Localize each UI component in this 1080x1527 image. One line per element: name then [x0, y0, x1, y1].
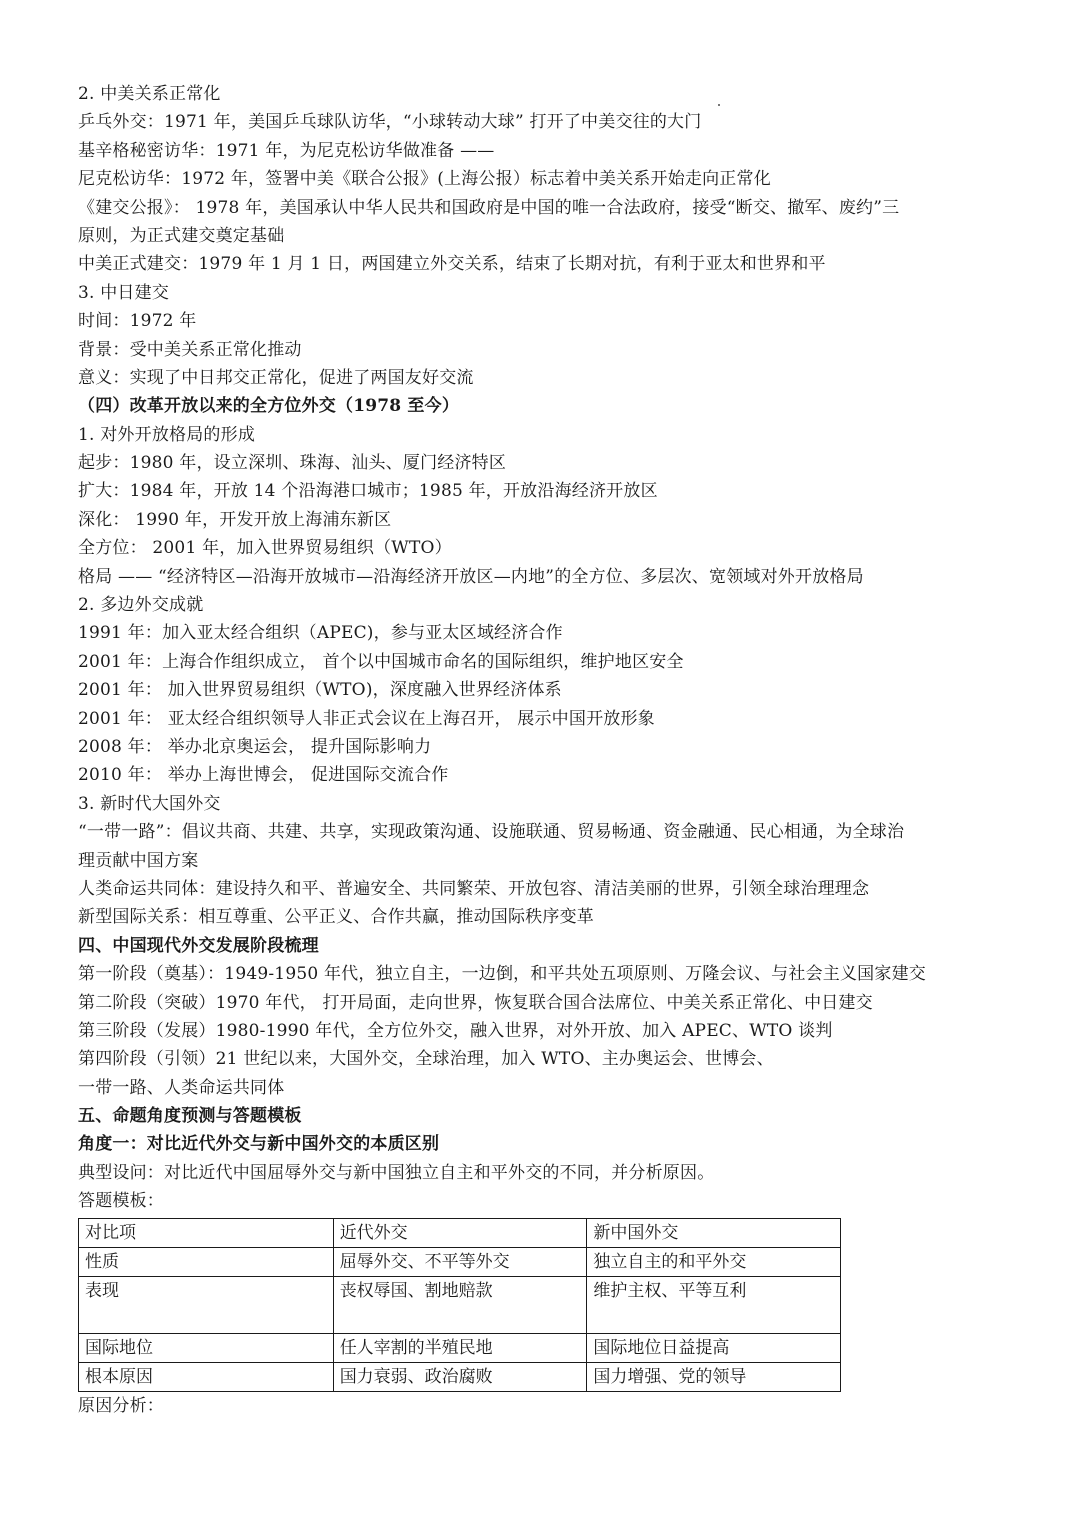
table-header-cell: 新中国外交 — [587, 1218, 841, 1247]
text-line: 乒乓外交：1971 年，美国乒乓球队访华，“小球转动大球” 打开了中美交往的大门 — [78, 112, 702, 133]
text-line: 3. 中日建交 — [78, 282, 170, 303]
text-line: 全方位： 2001 年，加入世界贸易组织（WTO） — [78, 538, 452, 559]
text-line: 第三阶段（发展）1980-1990 年代，全方位外交，融入世界，对外开放、加入 APEC、WTO 谈判 — [78, 1020, 833, 1041]
table-cell: 丧权辱国、割地赔款 — [333, 1276, 587, 1333]
text-line: 背景：受中美关系正常化推动 — [78, 339, 302, 360]
text-line: 答题模板： — [78, 1191, 164, 1212]
text-line: 尼克松访华：1972 年，签署中美《联合公报》(上海公报）标志着中美关系开始走向正常化 — [78, 169, 771, 190]
table-cell: 独立自主的和平外交 — [587, 1247, 841, 1276]
text-line: 中美正式建交：1979 年 1 月 1 日，两国建立外交关系，结束了长期对抗，有利于亚太和世界和平 — [78, 254, 826, 275]
section-heading: （四）改革开放以来的全方位外交（1978 至今） — [78, 396, 460, 417]
table-header-cell: 对比项 — [79, 1218, 334, 1247]
text-line: 2010 年： 举办上海世博会， 促进国际交流合作 — [78, 765, 449, 786]
text-line: 2. 中美关系正常化 — [78, 84, 221, 104]
text-line: 第一阶段（奠基）：1949-1950 年代，独立自主，一边倒，和平共处五项原则、万隆会议、与社会主义国家建交 — [78, 964, 926, 985]
text-line: 《建交公报》： 1978 年，美国承认中华人民共和国政府是中国的唯一合法政府，接受“断交、撤军、废约”三 — [78, 197, 900, 218]
section-heading: 四、中国现代外交发展阶段梳理 — [78, 935, 319, 956]
table-cell: 国际地位日益提高 — [587, 1333, 841, 1362]
table-row — [79, 1247, 841, 1276]
table-row — [79, 1362, 841, 1391]
text-line: 第二阶段（突破）1970 年代， 打开局面，走向世界，恢复联合国合法席位、中美关系正常化、中日建交 — [78, 992, 873, 1013]
table-header-row — [79, 1218, 841, 1247]
comparison-table — [78, 1218, 841, 1392]
text-line: 第四阶段（引领）21 世纪以来，大国外交，全球治理，加入 WTO、主办奥运会、世博会、 — [78, 1049, 774, 1070]
text-line: 人类命运共同体：建设持久和平、普遍安全、共同繁荣、开放包容、清洁美丽的世界，引领全球治理理念 — [78, 878, 870, 899]
text-line: 起步：1980 年，设立深圳、珠海、汕头、厦门经济特区 — [78, 453, 507, 474]
text-line: 3. 新时代大国外交 — [78, 793, 221, 814]
text-body — [78, 80, 1018, 1216]
table-cell: 根本原因 — [79, 1362, 334, 1391]
table-row — [79, 1333, 841, 1362]
section-heading: 五、命题角度预测与答题模板 — [78, 1106, 302, 1127]
text-line: 基辛格秘密访华：1971 年，为尼克松访华做准备 —— — [78, 140, 495, 161]
table-cell: 国力衰弱、政治腐败 — [333, 1362, 587, 1391]
table-cell: 任人宰割的半殖民地 — [333, 1333, 587, 1362]
section-heading: 角度一：对比近代外交与新中国外交的本质区别 — [78, 1134, 440, 1155]
text-line: “一带一路”：倡议共商、共建、共享，实现政策沟通、设施联通、贸易畅通、资金融通、民心相通，为全球治 — [78, 822, 905, 843]
table-cell: 性质 — [79, 1247, 334, 1276]
text-line: 1991 年：加入亚太经合组织（APEC)，参与亚太区域经济合作 — [78, 623, 563, 644]
text-line: 意义：实现了中日邦交正常化，促进了两国友好交流 — [78, 367, 474, 388]
text-line: 典型设问：对比近代中国屈辱外交与新中国独立自主和平外交的不同，并分析原因。 — [78, 1162, 715, 1183]
text-line: 原则，为正式建交奠定基础 — [78, 225, 285, 246]
table-cell: 国际地位 — [79, 1333, 334, 1362]
text-line: 深化： 1990 年，开发开放上海浦东新区 — [78, 509, 392, 530]
text-line: 一带一路、人类命运共同体 — [78, 1077, 285, 1098]
text-line: 2001 年：上海合作组织成立， 首个以中国城市命名的国际组织，维护地区安全 — [78, 651, 684, 672]
text-line: 2001 年： 加入世界贸易组织（WTO)，深度融入世界经济体系 — [78, 680, 562, 701]
text-line: 2. 多边外交成就 — [78, 595, 204, 616]
text-line: 2001 年： 亚太经合组织领导人非正式会议在上海召开， 展示中国开放形象 — [78, 708, 655, 729]
text-line: 理贡献中国方案 — [78, 850, 199, 871]
text-line: 时间：1972 年 — [78, 311, 197, 332]
table-cell: 维护主权、平等互利 — [587, 1276, 841, 1333]
table-cell: 表现 — [79, 1276, 334, 1333]
table-cell: 国力增强、党的领导 — [587, 1362, 841, 1391]
table-row — [79, 1276, 841, 1333]
document-page — [78, 80, 1018, 1420]
text-line: 2008 年： 举办北京奥运会， 提升国际影响力 — [78, 736, 432, 757]
text-line: 新型国际关系：相互尊重、公平正义、合作共赢，推动国际秩序变革 — [78, 907, 594, 928]
text-line: 格局 —— “经济特区—沿海开放城市—沿海经济开放区—内地”的全方位、多层次、宽领域对外开放格局 — [78, 566, 864, 587]
text-line: 1. 对外开放格局的形成 — [78, 424, 256, 445]
table-header-cell: 近代外交 — [333, 1218, 587, 1247]
text-line: 扩大：1984 年，开放 14 个沿海港口城市；1985 年，开放沿海经济开放区 — [78, 481, 658, 502]
table-cell: 屈辱外交、不平等外交 — [333, 1247, 587, 1276]
reason-analysis-label: 原因分析： — [78, 1395, 164, 1416]
